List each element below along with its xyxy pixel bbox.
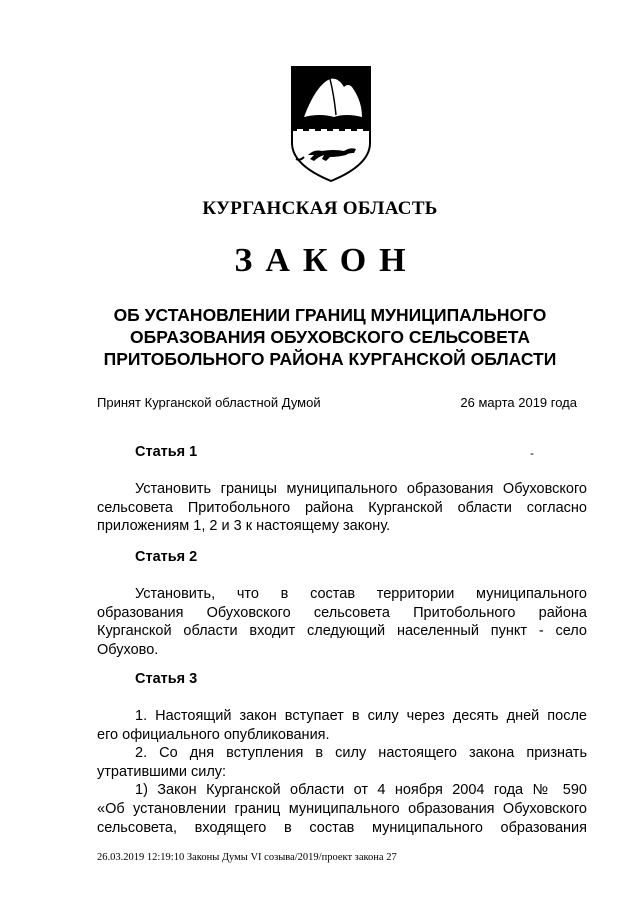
title-line: ОБРАЗОВАНИЯ ОБУХОВСКОГО СЕЛЬСОВЕТА	[130, 327, 530, 347]
article-2-heading: Статья 2	[135, 549, 198, 565]
text-line: сельсовета, входящего в состав муниципального образования	[97, 819, 587, 836]
text-line: Установить границы муниципального образования Обуховского	[135, 481, 587, 497]
text-line: Курганской области входит следующий населенный пункт - село	[97, 623, 587, 640]
article-2-text	[97, 585, 587, 659]
document-type: ЗАКОН	[234, 242, 419, 279]
text-line: Установить, что в состав территории муниципального	[135, 586, 587, 602]
article-1-heading: Статья 1	[135, 444, 198, 460]
article-3-heading: Статья 3	[135, 671, 198, 687]
text-line: «Об установлении границ муниципального образования Обуховского	[97, 800, 587, 817]
kurgan-oblast-coat-of-arms-icon	[290, 65, 372, 183]
adoption-date: 26 марта 2019 года	[460, 395, 577, 410]
adopted-by: Принят Курганской областной Думой	[97, 395, 321, 410]
article-3-text	[97, 707, 587, 837]
text-line: его официального опубликования.	[97, 726, 330, 743]
region-name: КУРГАНСКАЯ ОБЛАСТЬ	[202, 198, 438, 219]
text-line: Обухово.	[97, 641, 159, 658]
title-line: ПРИТОБОЛЬНОГО РАЙОНА КУРГАНСКОЙ ОБЛАСТИ	[103, 349, 557, 369]
text-line: образования Обуховского сельсовета Притобольного района	[97, 604, 587, 621]
title-line: ОБ УСТАНОВЛЕНИИ ГРАНИЦ МУНИЦИПАЛЬНОГО	[113, 305, 547, 325]
text-line: 1. Настоящий закон вступает в силу через десять дней после	[135, 708, 587, 724]
document-title	[70, 304, 590, 370]
text-line: утратившими силу:	[97, 763, 227, 780]
text-line: 2. Со дня вступления в силу настоящего закона признать	[135, 745, 587, 762]
stray-mark: -	[530, 446, 534, 460]
article-1-text	[97, 480, 587, 536]
footer-note: 26.03.2019 12:19:10 Законы Думы VI созыва/2019/проект закона 27	[97, 852, 397, 863]
text-line: 1) Закон Курганской области от 4 ноября 2004 года № 590	[135, 782, 587, 799]
text-line: сельсовета Притобольного района Курганской области согласно	[97, 499, 587, 516]
text-line: приложениям 1, 2 и 3 к настоящему закону.	[97, 518, 391, 535]
